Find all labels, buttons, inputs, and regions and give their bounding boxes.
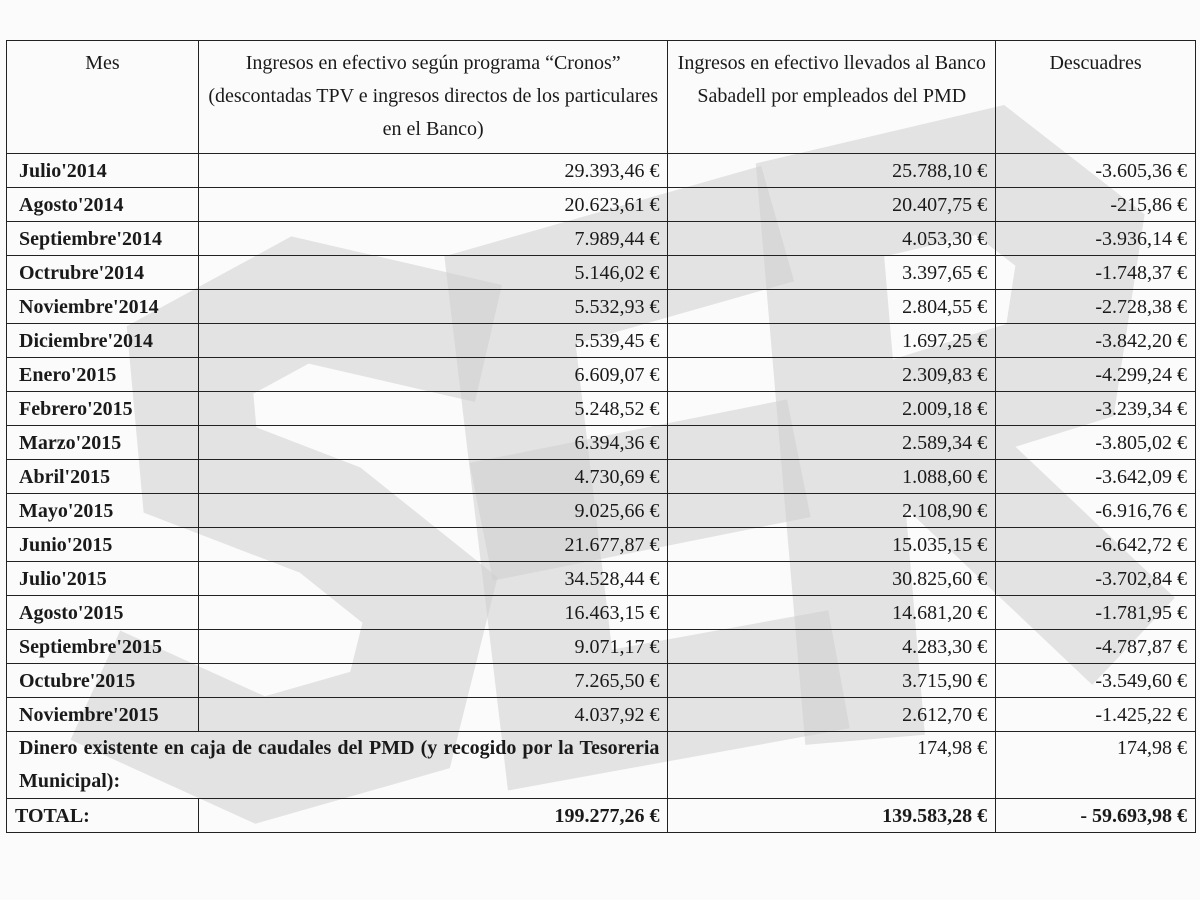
caja-banco: 174,98 €	[668, 732, 996, 799]
row-cronos: 5.539,45 €	[198, 324, 667, 358]
row-descuadre: -3.702,84 €	[996, 562, 1196, 596]
table-row	[7, 426, 1196, 460]
row-month: Noviembre'2015	[7, 698, 199, 732]
row-cronos: 5.248,52 €	[198, 392, 667, 426]
table-row	[7, 562, 1196, 596]
row-month: Febrero'2015	[7, 392, 199, 426]
row-banco: 4.053,30 €	[668, 222, 996, 256]
row-month: Septiembre'2014	[7, 222, 199, 256]
table-row	[7, 290, 1196, 324]
table-row	[7, 596, 1196, 630]
row-banco: 20.407,75 €	[668, 188, 996, 222]
row-month: Agosto'2014	[7, 188, 199, 222]
row-cronos: 20.623,61 €	[198, 188, 667, 222]
row-banco: 1.088,60 €	[668, 460, 996, 494]
row-descuadre: -3.842,20 €	[996, 324, 1196, 358]
row-month: Junio'2015	[7, 528, 199, 562]
row-cronos: 9.071,17 €	[198, 630, 667, 664]
header-mes: Mes	[7, 41, 199, 154]
table-row	[7, 222, 1196, 256]
row-banco: 25.788,10 €	[668, 154, 996, 188]
table-row	[7, 392, 1196, 426]
row-cronos: 4.730,69 €	[198, 460, 667, 494]
row-descuadre: -2.728,38 €	[996, 290, 1196, 324]
table-row	[7, 664, 1196, 698]
row-descuadre: -4.787,87 €	[996, 630, 1196, 664]
row-cronos: 5.146,02 €	[198, 256, 667, 290]
row-descuadre: -3.239,34 €	[996, 392, 1196, 426]
row-month: Agosto'2015	[7, 596, 199, 630]
row-banco: 3.715,90 €	[668, 664, 996, 698]
row-cronos: 7.989,44 €	[198, 222, 667, 256]
row-descuadre: -3.642,09 €	[996, 460, 1196, 494]
row-cronos: 5.532,93 €	[198, 290, 667, 324]
row-banco: 2.309,83 €	[668, 358, 996, 392]
row-month: Marzo'2015	[7, 426, 199, 460]
table-row	[7, 528, 1196, 562]
row-cronos: 16.463,15 €	[198, 596, 667, 630]
table-row	[7, 358, 1196, 392]
row-descuadre: -3.605,36 €	[996, 154, 1196, 188]
total-banco: 139.583,28 €	[668, 799, 996, 833]
header-descuadres: Descuadres	[996, 41, 1196, 154]
row-cronos: 4.037,92 €	[198, 698, 667, 732]
row-month: Julio'2014	[7, 154, 199, 188]
row-banco: 30.825,60 €	[668, 562, 996, 596]
header-cronos: Ingresos en efectivo según programa “Cronos” (descontadas TPV e ingresos directos de los particulares en el Banco)	[198, 41, 667, 154]
row-banco: 2.612,70 €	[668, 698, 996, 732]
row-banco: 3.397,65 €	[668, 256, 996, 290]
row-cronos: 21.677,87 €	[198, 528, 667, 562]
table-row	[7, 324, 1196, 358]
row-month: Julio'2015	[7, 562, 199, 596]
header-banco: Ingresos en efectivo llevados al Banco Sabadell por empleados del PMD	[668, 41, 996, 154]
caja-descuadre: 174,98 €	[996, 732, 1196, 799]
row-month: Mayo'2015	[7, 494, 199, 528]
row-month: Septiembre'2015	[7, 630, 199, 664]
row-descuadre: -3.549,60 €	[996, 664, 1196, 698]
row-cronos: 29.393,46 €	[198, 154, 667, 188]
row-cronos: 34.528,44 €	[198, 562, 667, 596]
row-month: Enero'2015	[7, 358, 199, 392]
table-row	[7, 460, 1196, 494]
row-cronos: 7.265,50 €	[198, 664, 667, 698]
row-descuadre: -3.805,02 €	[996, 426, 1196, 460]
row-banco: 4.283,30 €	[668, 630, 996, 664]
row-descuadre: -6.642,72 €	[996, 528, 1196, 562]
row-banco: 2.108,90 €	[668, 494, 996, 528]
row-banco: 2.009,18 €	[668, 392, 996, 426]
cash-discrepancy-table	[6, 40, 1196, 833]
row-banco: 1.697,25 €	[668, 324, 996, 358]
table-header-row	[7, 41, 1196, 154]
table-row	[7, 494, 1196, 528]
row-cronos: 9.025,66 €	[198, 494, 667, 528]
row-banco: 14.681,20 €	[668, 596, 996, 630]
row-month: Noviembre'2014	[7, 290, 199, 324]
row-descuadre: -215,86 €	[996, 188, 1196, 222]
row-descuadre: -1.425,22 €	[996, 698, 1196, 732]
row-month: Octubre'2015	[7, 664, 199, 698]
table-row	[7, 154, 1196, 188]
table-row	[7, 256, 1196, 290]
row-cronos: 6.609,07 €	[198, 358, 667, 392]
total-row	[7, 799, 1196, 833]
table-row	[7, 188, 1196, 222]
row-month: Octrubre'2014	[7, 256, 199, 290]
caja-row	[7, 732, 1196, 799]
caja-label: Dinero existente en caja de caudales del PMD (y recogido por la Tesoreria Municipal):	[7, 732, 668, 799]
total-label: TOTAL:	[7, 799, 199, 833]
table-row	[7, 698, 1196, 732]
row-descuadre: -1.781,95 €	[996, 596, 1196, 630]
total-cronos: 199.277,26 €	[198, 799, 667, 833]
row-descuadre: -3.936,14 €	[996, 222, 1196, 256]
row-descuadre: -6.916,76 €	[996, 494, 1196, 528]
row-descuadre: -4.299,24 €	[996, 358, 1196, 392]
row-cronos: 6.394,36 €	[198, 426, 667, 460]
table-row	[7, 630, 1196, 664]
total-descuadre: - 59.693,98 €	[996, 799, 1196, 833]
row-descuadre: -1.748,37 €	[996, 256, 1196, 290]
table-body	[7, 154, 1196, 833]
row-month: Diciembre'2014	[7, 324, 199, 358]
row-month: Abril'2015	[7, 460, 199, 494]
row-banco: 2.589,34 €	[668, 426, 996, 460]
row-banco: 15.035,15 €	[668, 528, 996, 562]
row-banco: 2.804,55 €	[668, 290, 996, 324]
